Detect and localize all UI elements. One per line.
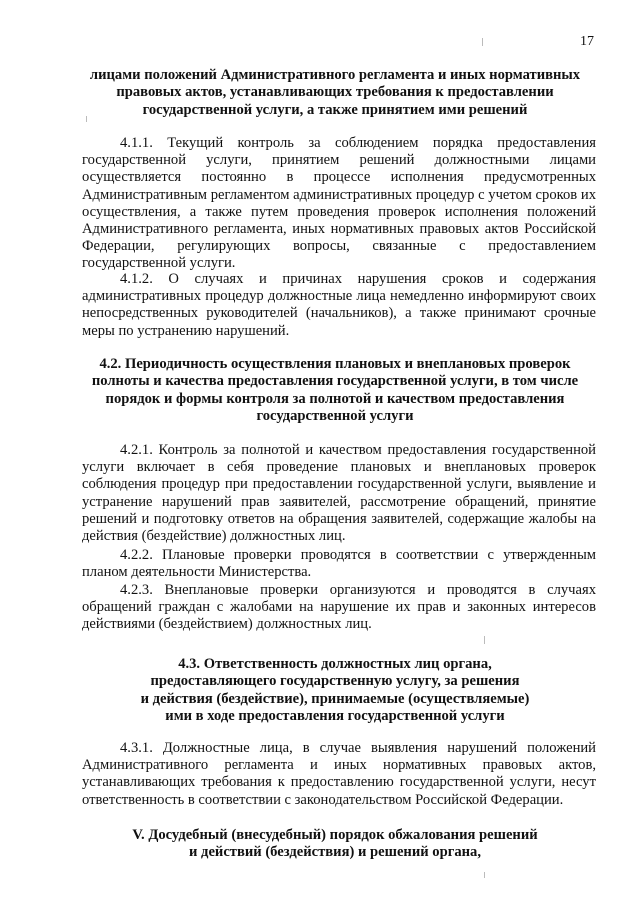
paragraph-4-2-3: 4.2.3. Внеплановые проверки организуются и проводятся в случаях обращений граждан с жалобами на нарушение их прав и законных интересов действиями (бездействием) должностных лиц. — [82, 582, 596, 633]
heading-line: государственной услуги, а также принятием ими решений — [142, 101, 528, 118]
paragraph-4-3-1: 4.3.1. Должностные лица, в случае выявления нарушений положений Административного регламента и иных нормативных правовых актов, устанавливающих требования к предоставлению государственной услуги, несут ответственность в соответствии с законодательством Российской Федерации. — [82, 740, 596, 808]
paragraph-4-2-2: 4.2.2. Плановые проверки проводятся в соответствии с утвержденным планом деятельности Министерства. — [82, 547, 596, 581]
heading-line: государственной услуги — [256, 408, 414, 425]
heading-line: 4.3. Ответственность должностных лиц органа, — [178, 656, 492, 672]
heading-line: правовых актов, устанавливающих требования к предоставлении — [116, 84, 554, 101]
heading-line: порядок и формы контроля за полнотой и качеством предоставления — [105, 390, 565, 407]
paragraph-4-2-1: 4.2.1. Контроль за полнотой и качеством предоставления государственной услуги включает в себя проведение плановых и внеплановых проверок соблюдения процедур при предоставлении государственной услуги, выявление и устранение нарушений прав заявителей, рассмотрение обращений, принятие решений и подготовку ответов на обращения заявителей, содержащие жалобы на действия (бездействие) должностных лиц. — [82, 442, 596, 545]
scan-artifact — [484, 872, 485, 878]
heading-line: лицами положений Административного регламента и иных нормативных — [89, 67, 581, 83]
paragraph-4-1-2: 4.1.2. О случаях и причинах нарушения сроков и содержания административных процедур должностные лица немедленно информируют своих непосредственных руководителей (начальников), а также принимают срочные меры по устранению нарушений. — [82, 271, 596, 339]
heading-line: полноты и качества предоставления государственной услуги, в том числе — [91, 373, 579, 390]
heading-line: V. Досудебный (внесудебный) порядок обжалования решений — [132, 827, 538, 843]
page-number: 17 — [580, 34, 594, 49]
scan-artifact — [86, 116, 87, 122]
heading-line: 4.2. Периодичность осуществления плановых и внеплановых проверок — [99, 356, 571, 372]
scan-artifact — [484, 636, 485, 644]
section-heading-4-1 — [70, 67, 600, 119]
paragraph-4-1-1: 4.1.1. Текущий контроль за соблюдением порядка предоставления государственной услуги, принятием решений должностными лицами осуществляется постоянно в процессе исполнения предусмотренных Административным регламентом административных процедур с учетом сроков их осуществления, а также путем проведения проверок исполнения положений Административного регламента, иных нормативных правовых актов Российской Федерации, регулирующих вопросы, связанные с предоставлением государственной услуги. — [82, 135, 596, 272]
heading-line: и действий (бездействия) и решений органа, — [189, 844, 481, 861]
section-heading-v — [70, 827, 600, 862]
section-heading-4-2 — [70, 356, 600, 426]
heading-line: ими в ходе предоставления государственной услуги — [165, 708, 505, 725]
scan-artifact — [482, 38, 483, 46]
heading-line: и действия (бездействие), принимаемые (осуществляемые) — [140, 690, 530, 707]
section-heading-4-3 — [70, 656, 600, 726]
heading-line: предоставляющего государственную услугу, за решения — [150, 673, 520, 690]
